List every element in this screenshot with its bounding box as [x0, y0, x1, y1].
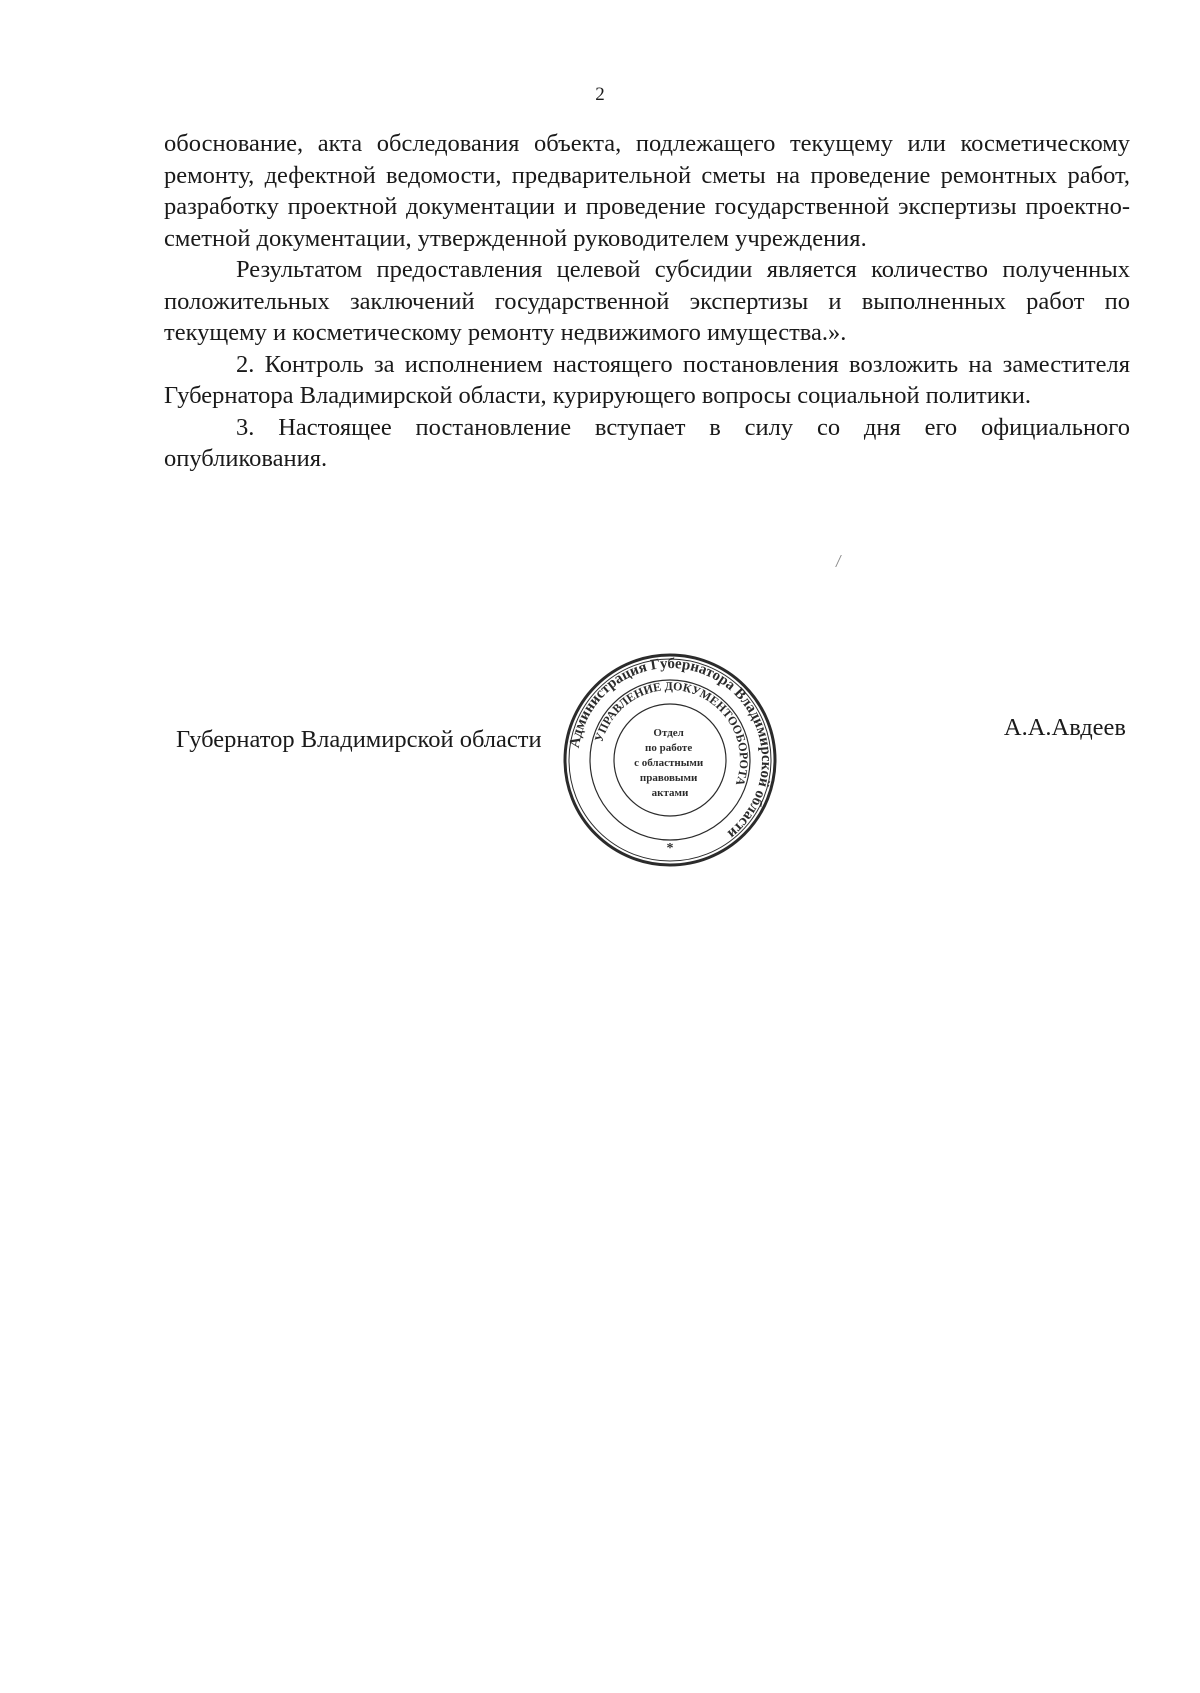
stray-pen-mark	[835, 555, 850, 567]
signatory-title: Губернатор Владимирской области	[176, 726, 542, 753]
seal-graphic	[562, 652, 778, 868]
seal-center-text: Отдел по работе с областными правовыми актами	[634, 727, 704, 799]
paragraph-result: Результатом предоставления целевой субсидии является количество полученных положительных заключений государственной экспертизы и выполненных работ по текущему и косметическому ремонту недвижимого имущества.».	[164, 256, 1130, 346]
seal-star: *	[666, 841, 674, 856]
document-body	[164, 128, 1130, 475]
paragraph-effective-date: 3. Настоящее постановление вступает в силу со дня его официального опубликования.	[164, 413, 1130, 472]
paragraph-continuation: обоснование, акта обследования объекта, подлежащего текущему или косметическому ремонту, дефектной ведомости, предварительной сметы на проведение ремонтных работ, разработку проектной документации и проведение государственной экспертизы проектно-сметной документации, утвержденной руководителем учреждения.	[164, 130, 1130, 252]
seal-outer-text: Администрация Губернатора Владимирской области	[566, 655, 775, 842]
paragraph-control: 2. Контроль за исполнением настоящего постановления возложить на заместителя Губернатора Владимирской области, курирующего вопросы социальной политики.	[164, 350, 1130, 409]
page-number: 2	[595, 84, 605, 105]
official-seal	[562, 652, 778, 868]
signatory-name: А.А.Авдеев	[1003, 714, 1126, 741]
seal-inner-text: УПРАВЛЕНИЕ ДОКУМЕНТООБОРОТА	[591, 678, 752, 788]
